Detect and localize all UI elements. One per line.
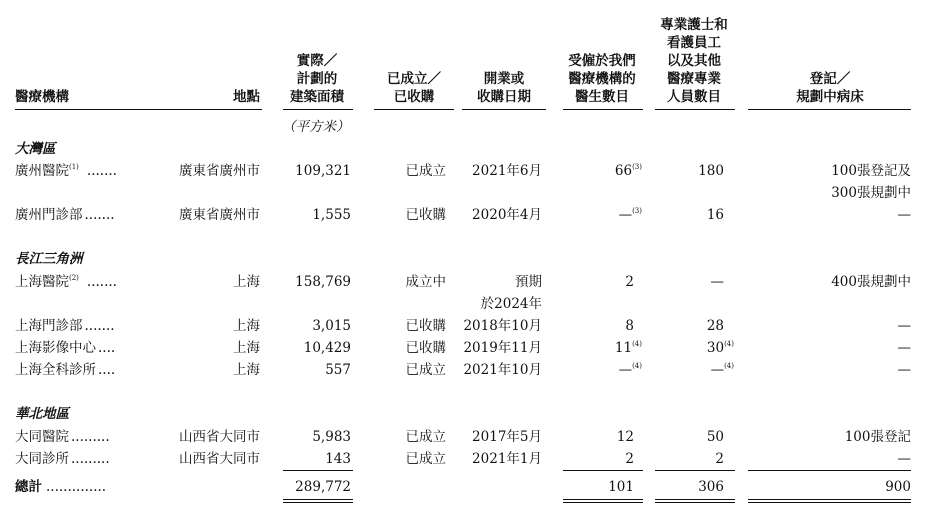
row-beds: 100張登記: [844, 429, 911, 445]
row-date: 2020年4月: [472, 207, 542, 223]
total-nurses: 306: [698, 479, 724, 495]
subtotal-rule: [748, 470, 911, 471]
row-date: 2021年10月: [463, 362, 542, 378]
row-gfa: 557: [325, 362, 351, 378]
header-gfa-line1: 實際／: [296, 53, 338, 69]
row-location: 山西省大同市: [179, 429, 260, 445]
row-doctors: 2: [625, 451, 634, 467]
header-rule: [374, 109, 454, 110]
row-doctors: —$^{(4)}$: [618, 362, 642, 378]
header-location: 地點: [233, 89, 260, 105]
row-beds: —: [897, 451, 911, 467]
total-gfa: 289,772: [295, 479, 351, 495]
row-date-line2: 於2024年: [480, 296, 542, 312]
row-status: 已收購: [405, 207, 446, 223]
header-status-line2: 已收購: [393, 89, 435, 105]
row-date: 2017年5月: [472, 429, 542, 445]
header-nurses-line2: 看護員工: [667, 35, 721, 51]
header-doctors-line3: 醫生數目: [575, 89, 629, 105]
row-nurses: 30$^{(4)}$: [706, 340, 734, 356]
header-beds-line1: 登記／: [809, 71, 851, 87]
header-rule: [563, 109, 643, 110]
total-double-rule: [655, 502, 735, 503]
header-nurses-line4: 醫療專業: [667, 71, 721, 87]
gfa-unit: （平方米）: [282, 119, 350, 135]
row-name: 廣州醫院$^{(1)}$ .......: [15, 163, 117, 179]
total-beds: 900: [885, 479, 911, 495]
row-nurses: 50: [706, 429, 724, 445]
region-heading-north: 華北地區: [15, 406, 69, 422]
subtotal-rule: [283, 470, 353, 471]
row-doctors: 11$^{(4)}$: [614, 340, 642, 356]
total-double-rule: [283, 499, 353, 500]
row-location: 上海: [233, 362, 260, 378]
header-rule: [748, 109, 911, 110]
row-nurses: 16: [706, 207, 724, 223]
row-name: 上海影像中心 ....: [15, 340, 116, 356]
header-rule: [15, 109, 262, 110]
row-status: 成立中: [405, 274, 446, 290]
row-gfa: 10,429: [303, 340, 351, 356]
row-name: 上海醫院$^{(2)}$ .......: [15, 274, 117, 290]
row-date-line1: 預期: [515, 274, 542, 290]
row-name: 上海門診部 .......: [15, 318, 115, 334]
total-double-rule: [655, 499, 735, 500]
header-status-line1: 已成立／: [387, 71, 441, 87]
row-name: 大同醫院 .........: [15, 429, 110, 445]
header-rule: [462, 109, 546, 110]
header-date-line1: 開業或: [483, 71, 525, 87]
subtotal-rule: [563, 470, 643, 471]
header-doctors-line1: 受僱於我們: [568, 53, 636, 69]
total-double-rule: [283, 502, 353, 503]
row-status: 已成立: [405, 451, 446, 467]
row-gfa: 143: [325, 451, 351, 467]
row-date: 2021年1月: [472, 451, 542, 467]
row-status: 已收購: [405, 318, 446, 334]
header-beds-line2: 規劃中病床: [796, 89, 864, 105]
header-rule: [283, 109, 353, 110]
row-beds: —: [897, 318, 911, 334]
row-name: 廣州門診部 .......: [15, 207, 115, 223]
header-gfa-line2: 計劃的: [296, 71, 338, 87]
header-rule: [655, 109, 735, 110]
row-name: 大同診所 .........: [15, 451, 110, 467]
row-gfa: 109,321: [295, 163, 351, 179]
header-nurses-line3: 以及其他: [667, 53, 721, 69]
row-nurses: —$^{(4)}$: [710, 362, 734, 378]
header-doctors-line2: 醫療機構的: [568, 71, 636, 87]
row-doctors: 2: [625, 274, 634, 290]
row-location: 上海: [233, 318, 260, 334]
row-status: 已成立: [405, 163, 446, 179]
total-double-rule: [748, 502, 911, 503]
subtotal-rule: [655, 470, 735, 471]
row-beds: 400張規劃中: [831, 274, 911, 290]
region-heading-yrd: 長江三角洲: [15, 251, 83, 267]
row-beds-line1: 100張登記及: [831, 163, 911, 179]
row-date: 2019年11月: [463, 340, 542, 356]
row-doctors: 12: [616, 429, 634, 445]
header-institution: 醫療機構: [15, 89, 69, 105]
total-double-rule: [563, 502, 643, 503]
header-nurses-line1: 專業護士和: [660, 17, 728, 33]
row-beds-line2: 300張規劃中: [831, 185, 911, 201]
row-status: 已成立: [405, 362, 446, 378]
row-name: 上海全科診所 ....: [15, 362, 116, 378]
row-beds: —: [897, 362, 911, 378]
row-gfa: 1,555: [312, 207, 351, 223]
total-double-rule: [748, 499, 911, 500]
row-doctors: 8: [625, 318, 634, 334]
row-nurses: 180: [698, 163, 724, 179]
header-nurses-line5: 人員數目: [667, 89, 721, 105]
row-status: 已收購: [405, 340, 446, 356]
region-heading-gba: 大灣區: [15, 141, 56, 157]
row-location: 山西省大同市: [179, 451, 260, 467]
row-location: 廣東省廣州市: [179, 207, 260, 223]
row-beds: —: [897, 340, 911, 356]
row-doctors: —$^{(3)}$: [618, 207, 642, 223]
row-location: 廣東省廣州市: [179, 163, 260, 179]
total-double-rule: [563, 499, 643, 500]
header-date-line2: 收購日期: [477, 89, 531, 105]
row-nurses: 28: [706, 318, 724, 334]
row-gfa: 5,983: [312, 429, 351, 445]
row-date: 2021年6月: [472, 163, 542, 179]
row-nurses: —: [710, 274, 724, 290]
row-nurses: 2: [715, 451, 724, 467]
row-gfa: 3,015: [312, 318, 351, 334]
total-doctors: 101: [608, 479, 634, 495]
row-location: 上海: [233, 274, 260, 290]
total-label: 總計 ..............: [15, 479, 107, 495]
row-date: 2018年10月: [463, 318, 542, 334]
row-doctors: 66$^{(3)}$: [614, 163, 642, 179]
row-beds: —: [897, 207, 911, 223]
row-gfa: 158,769: [295, 274, 351, 290]
row-location: 上海: [233, 340, 260, 356]
row-status: 已成立: [405, 429, 446, 445]
header-gfa-line3: 建築面積: [290, 89, 344, 105]
